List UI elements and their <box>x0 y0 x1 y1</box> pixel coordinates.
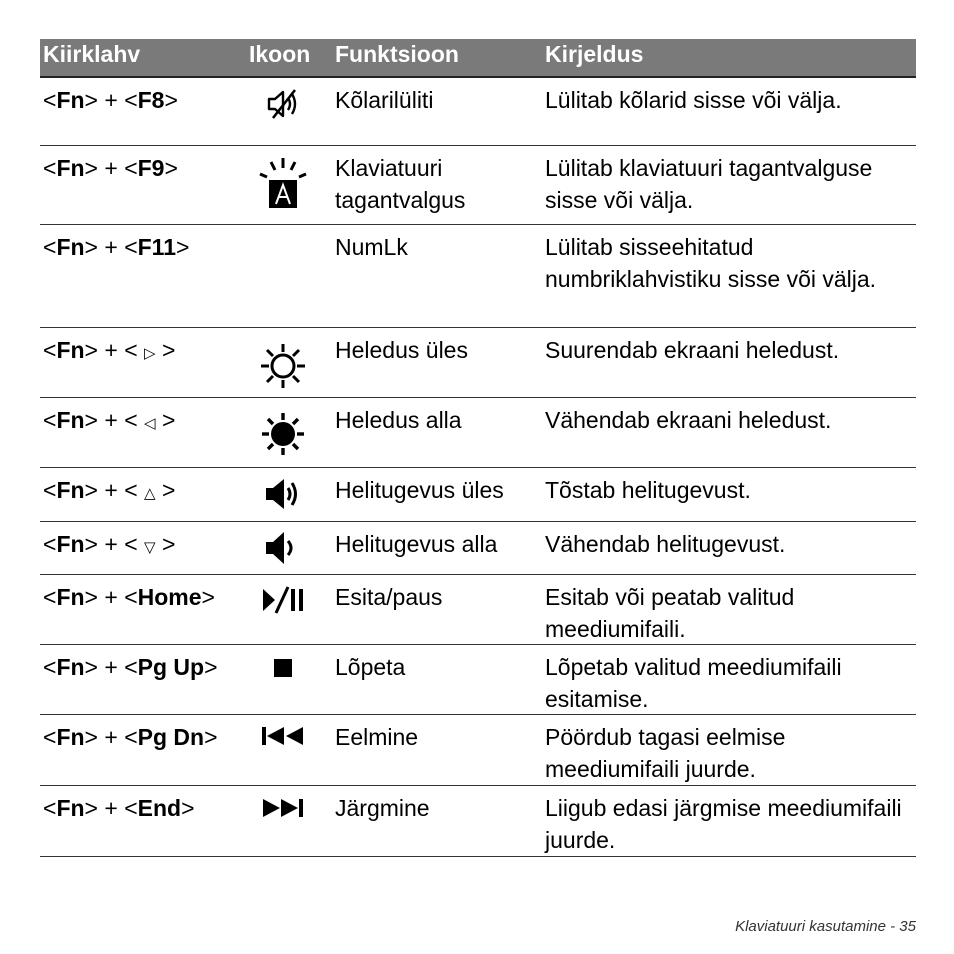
shortcut-cell: <Fn> + < ◁ > <box>43 407 176 433</box>
description-cell: Vähendab helitugevust. <box>545 531 786 557</box>
function-cell: Järgmine <box>335 795 430 821</box>
speaker-mute-icon <box>255 88 311 120</box>
shortcut-cell: <Fn> + < ▽ > <box>43 531 176 557</box>
function-cell: Helitugevus üles <box>335 477 504 503</box>
table-row <box>40 468 916 522</box>
header-kirjeldus: Kirjeldus <box>545 41 644 67</box>
function-cell: Eelmine <box>335 724 419 750</box>
keyboard-backlight-icon <box>255 156 311 212</box>
shortcut-cell: <Fn> + <F9> <box>43 155 178 181</box>
function-cell: NumLk <box>335 234 408 260</box>
shortcut-table <box>40 39 916 857</box>
shortcut-cell: <Fn> + < ▷ > <box>43 337 176 363</box>
description-cell: Vähendab ekraani heledust. <box>545 407 832 433</box>
table-row <box>40 786 916 857</box>
function-cell: Esita/paus <box>335 584 443 610</box>
description-cell: Tõstab helitugevust. <box>545 477 751 503</box>
shortcut-cell: <Fn> + <Home> <box>43 584 215 610</box>
table-row <box>40 522 916 575</box>
table-row <box>40 78 916 146</box>
description-cell: Lõpetab valitud meediumifaili esitamise. <box>545 654 842 712</box>
brightness-up-icon <box>255 342 311 390</box>
table-row <box>40 398 916 468</box>
table-row <box>40 146 916 225</box>
table-row <box>40 575 916 645</box>
function-cell: Lõpeta <box>335 654 406 680</box>
shortcut-cell: <Fn> + < △ > <box>43 477 176 503</box>
description-cell: Suurendab ekraani heledust. <box>545 337 840 363</box>
shortcut-cell: <Fn> + <F8> <box>43 87 178 113</box>
header-funktsioon: Funktsioon <box>335 41 459 67</box>
next-track-icon <box>255 796 311 820</box>
volume-up-icon <box>255 476 311 512</box>
description-cell: Lülitab klaviatuuri tagantvalguse sisse või välja. <box>545 155 873 213</box>
table-row <box>40 715 916 786</box>
function-cell: Heledus üles <box>335 337 468 363</box>
stop-icon <box>255 658 311 678</box>
header-kiirklahv: Kiirklahv <box>43 41 141 67</box>
previous-track-icon <box>255 724 311 748</box>
description-cell: Pöördub tagasi eelmise meediumifaili juurde. <box>545 724 786 782</box>
table-row <box>40 328 916 398</box>
description-cell: Liigub edasi järgmise meediumifaili juurde. <box>545 795 902 853</box>
description-cell: Lülitab kõlarid sisse või välja. <box>545 87 842 113</box>
description-cell: Esitab või peatab valitud meediumifaili. <box>545 584 795 642</box>
shortcut-cell: <Fn> + <End> <box>43 795 195 821</box>
table-row <box>40 645 916 715</box>
function-cell: Kõlarilüliti <box>335 87 434 113</box>
function-cell: Klaviatuuri tagantvalgus <box>335 155 466 213</box>
function-cell: Helitugevus alla <box>335 531 498 557</box>
table-row <box>40 225 916 328</box>
table-header <box>40 39 916 78</box>
page-footer: Klaviatuuri kasutamine - 35 <box>735 918 916 935</box>
play-pause-icon <box>255 585 311 615</box>
brightness-down-icon <box>255 410 311 458</box>
function-cell: Heledus alla <box>335 407 462 433</box>
shortcut-cell: <Fn> + <F11> <box>43 234 190 260</box>
shortcut-cell: <Fn> + <Pg Up> <box>43 654 218 680</box>
description-cell: Lülitab sisseehitatud numbriklahvistiku sisse või välja. <box>545 234 877 292</box>
volume-down-icon <box>255 529 311 567</box>
header-ikoon: Ikoon <box>249 41 311 67</box>
shortcut-cell: <Fn> + <Pg Dn> <box>43 724 218 750</box>
